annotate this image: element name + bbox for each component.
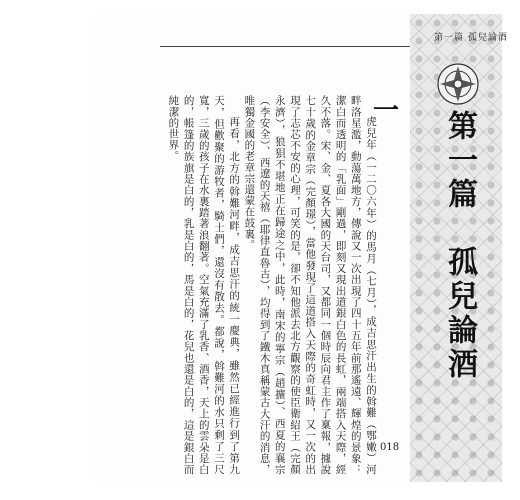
header-rule bbox=[160, 46, 410, 47]
running-head: 第一篇 孤兒論酒 bbox=[434, 33, 508, 43]
paragraph: 虎兒年（一二〇六年）的馬月（七月），成吉思汗出生的斡難（鄂嫩）河畔洛星濫，動蕩萬地方，傳說又一次出現了四十五年前那遙遠、輝煌的景象：潔白而透明的「乳面」剛過，即刻又現出道銀白色的長虹，兩端搭入天際，經久不落。宋、金、夏各大國的天台司，又都同一個時辰向君主作了稟報，據說七十歲的金章宗（完顏璟），當他發現了這道搭入天際的奇虹時，又一次的出現了志芯不安的心理，可笑的是，卻不知他派去北方觀察的使臣衛紹王（完顏永濟），狼狽不堪地正在歸途之中，此時，南宋的寧宗（趙擴）、西夏的襄宗（李安全）、西遼的天禧（耶律直魯古），均得到了鐵木真稱蒙古大汗的消息，唯獨金國的老章宗還蒙在鼓裏。 bbox=[243, 95, 377, 475]
page-number: 018 bbox=[380, 442, 400, 453]
ornament-emblem-icon bbox=[436, 62, 480, 106]
body-text bbox=[138, 95, 378, 475]
paragraph: 再看，北方的斡難河畔，成吉思汗的統一慶典，雖然已經進行到了第九天，但歡聚的游牧者，騎士們，還沒有散去。都說，斡難河的水只剩了三尺寬，三歲的孩子在水裏踏著浪翻著。空氣充滿了乳香、酒香，天上的雲朵是白的，帳篷的族旗是白的，乳是白的，馬是白的，花兒也還是白的，這是銀白而純潔的世界。 bbox=[167, 95, 241, 475]
chapter-title: 第一篇 孤兒論酒 bbox=[442, 110, 477, 382]
section-number: 一 bbox=[373, 96, 400, 126]
